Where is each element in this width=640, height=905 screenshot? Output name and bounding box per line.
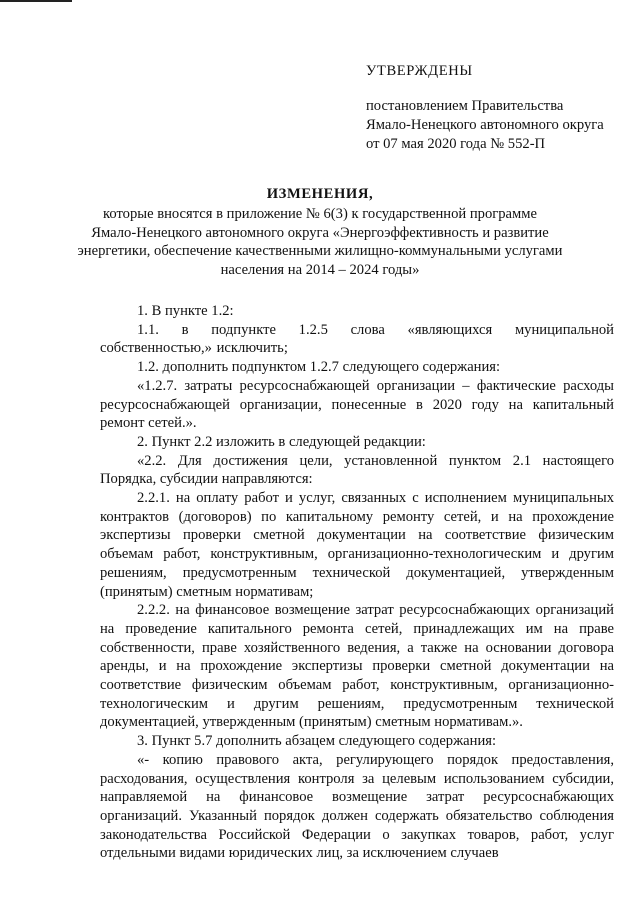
approval-line-1: постановлением Правительства [366,98,564,114]
paragraph-1: 1. В пункте 1.2: [137,303,234,319]
paragraph-1-1: 1.1. в подпункте 1.2.5 слова «являющихся муниципальной собственностью,» исключить; [100,321,614,357]
subtitle-line-1: которые вносятся в приложение № 6(3) к государственной программе [103,206,537,222]
subtitle-line-4: населения на 2014 – 2024 годы» [220,261,420,278]
approval-line-2: Ямало-Ненецкого автономного округа [366,117,604,133]
paragraph-3-quote: «- копию правового акта, регулирующего порядок предоставления, расходования, осуществления контроля за целевым использованием субсидии, направляемой на финансовое возмещение затрат ресурсоснабжающих организаций. Указанный порядок должен содержать обязательство соблюдения законодательства Российской Федерации о закупках товаров, работ, услуг отдельными видами юридических лиц, за исключением случаев [100,751,614,862]
paragraph-1-2: 1.2. дополнить подпунктом 1.2.7 следующего содержания: [137,359,501,376]
paragraph-2-2-2: 2.2.2. на финансовое возмещение затрат ресурсоснабжающих организаций на проведение капитального ремонта сетей, принадлежащих им на праве собственности, праве хозяйственного ведения, а также на основании договора аренды, и на прохождение экспертизы проверки сметной документации на соответствие физическим объемам работ, конструктивным, организационно-технологическим и другим решениям, предусмотренным технической документацией, утвержденным (принятым) сметным нормативам.». [100,602,614,731]
subtitle-line-3: энергетики, обеспечение качественными жилищно-коммунальными услугами [77,243,563,259]
approval-title: УТВЕРЖДЕНЫ [366,63,473,79]
scan-edge-mark [0,0,72,2]
document-title: ИЗМЕНЕНИЯ, [266,186,374,202]
paragraph-2: 2. Пункт 2.2 изложить в следующей редакции: [137,433,426,450]
paragraph-2-2: «2.2. Для достижения цели, установленной пунктом 2.1 настоящего Порядка, субсидии направляются: [100,452,614,488]
paragraph-1-2-7: «1.2.7. затраты ресурсоснабжающей организации – фактические расходы ресурсоснабжающей организации, понесенные в 2020 году на капитальный ремонт сетей.». [100,377,614,432]
paragraph-2-2-1: 2.2.1. на оплату работ и услуг, связанных с исполнением муниципальных контрактов (договоров) по капитальному ремонту сетей, и на прохождение экспертизы проверки сметной документации на соответствие физическим объемам работ, конструктивным, организационно-технологическим и другим решениям, предусмотренным технической документацией, утвержденным (принятым) сметным нормативам; [100,490,614,600]
document-body [100,302,614,863]
subtitle-line-2: Ямало-Ненецкого автономного округа «Энергоэффективность и развитие [91,224,549,241]
approval-line-3: от 07 мая 2020 года № 552-П [366,136,546,152]
paragraph-3: 3. Пункт 5.7 дополнить абзацем следующего содержания: [137,733,497,750]
document-subtitle [0,205,640,279]
